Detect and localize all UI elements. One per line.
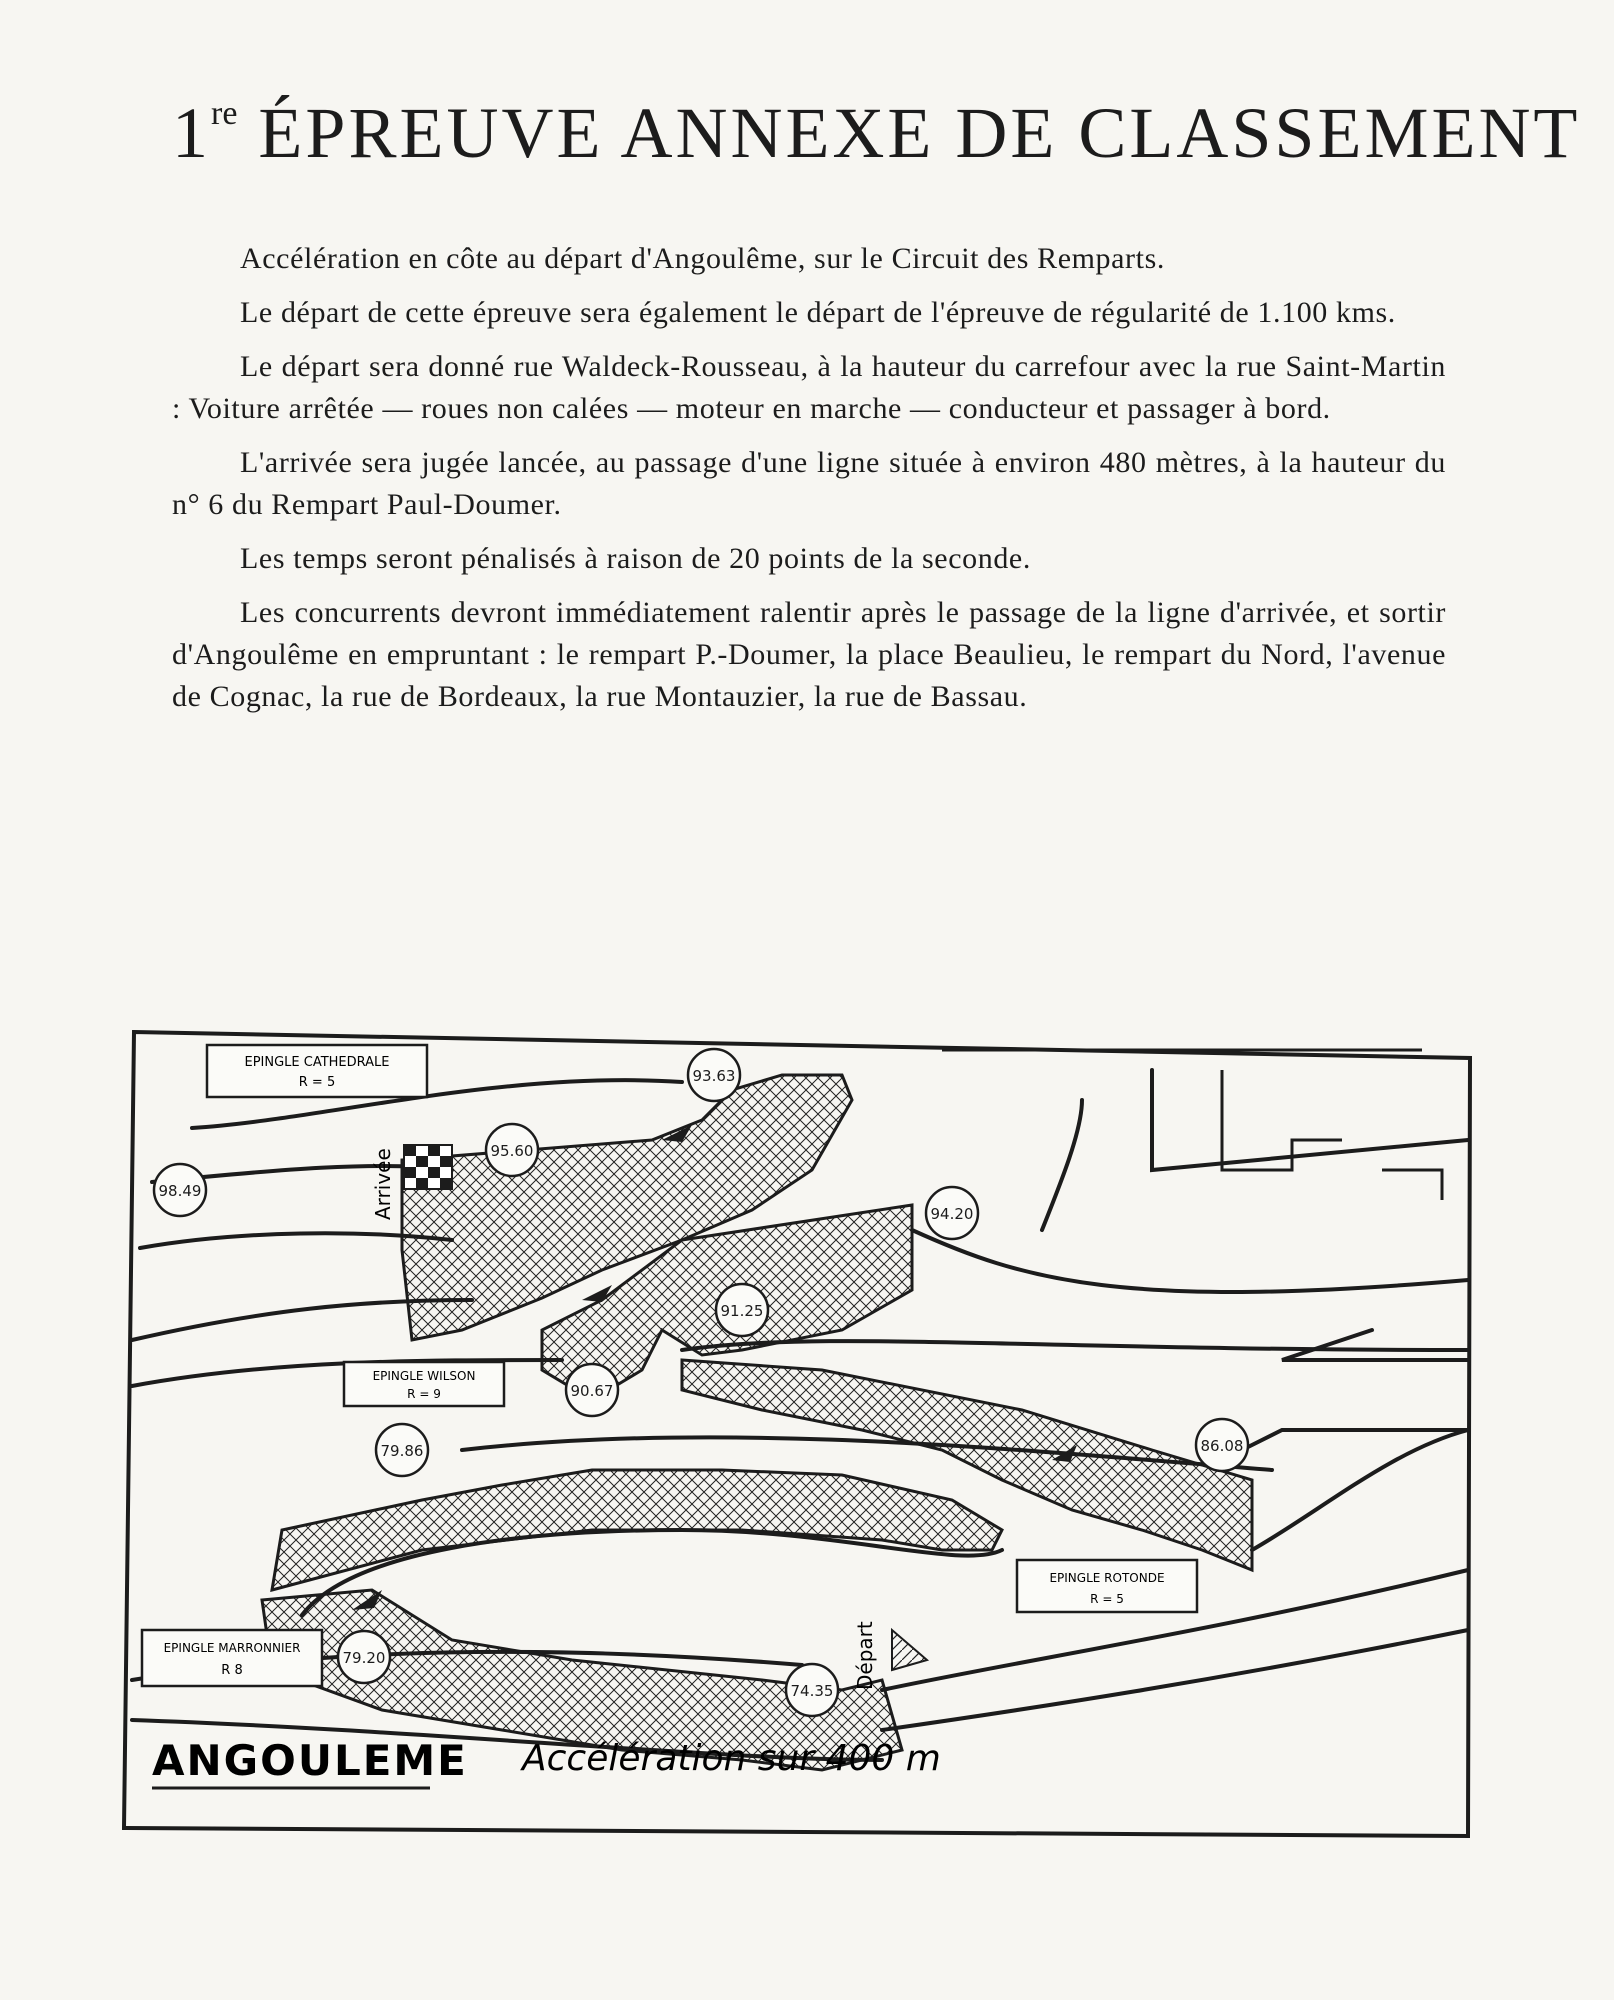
altitude-90-67 — [566, 1364, 618, 1416]
altitude-94-20-label: 94.20 — [930, 1205, 974, 1223]
circuit-map-drawing — [122, 1030, 1487, 1840]
altitude-95-60 — [486, 1124, 538, 1176]
altitude-79-20 — [338, 1631, 390, 1683]
paragraph-6: Les concurrents devront immédiatement ralentir après le passage de la ligne d'arrivée, et sortir d'Angoulême en empruntant : le rempart P.-Doumer, la place Beaulieu, le rempart du Nord, l'avenue de Cognac, la rue de Bordeaux, la rue Montauzier, la rue de Bassau. — [172, 596, 1446, 713]
paragraph-4: L'arrivée sera jugée lancée, au passage d'une ligne située à environ 480 mètres, à la hauteur du n° 6 du Rempart Paul-Doumer. — [172, 446, 1446, 521]
pin-marronnier-name: EPINGLE MARRONNIER — [163, 1641, 301, 1655]
page-title — [172, 92, 1581, 175]
altitude-95-60-label: 95.60 — [490, 1142, 534, 1160]
pin-rotonde — [1017, 1560, 1197, 1612]
paragraph-1: Accélération en côte au départ d'Angoulême, sur le Circuit des Remparts. — [240, 242, 1165, 275]
pin-rotonde-name: EPINGLE ROTONDE — [1049, 1571, 1165, 1585]
altitude-91-25 — [716, 1284, 768, 1336]
arrivee-label: Arrivée — [371, 1148, 395, 1220]
paragraph-2: Le départ de cette épreuve sera également le départ de l'épreuve de régularité de 1.100 kms. — [240, 296, 1396, 329]
altitude-93-63 — [688, 1049, 740, 1101]
title-number: 1 — [172, 93, 211, 173]
altitude-74-35-label: 74.35 — [790, 1682, 834, 1700]
altitude-79-20-label: 79.20 — [342, 1649, 386, 1667]
finish-flag-icon — [404, 1145, 452, 1189]
altitude-86-08 — [1196, 1419, 1248, 1471]
altitude-91-25-label: 91.25 — [720, 1302, 764, 1320]
pin-wilson-name: EPINGLE WILSON — [372, 1369, 476, 1383]
start-flag-icon — [892, 1630, 927, 1670]
altitude-94-20 — [926, 1187, 978, 1239]
circuit-map — [122, 1030, 1487, 1840]
paragraph-5: Les temps seront pénalisés à raison de 20 points de la seconde. — [240, 542, 1031, 575]
pin-marronnier-radius: R 8 — [221, 1663, 243, 1678]
altitude-90-67-label: 90.67 — [570, 1382, 614, 1400]
pin-wilson — [344, 1362, 504, 1406]
pin-cathedrale-name: EPINGLE CATHEDRALE — [244, 1055, 390, 1070]
paragraph-3: Le départ sera donné rue Waldeck-Rousseau, à la hauteur du carrefour avec la rue Saint-Martin : Voiture arrêtée — roues non calées — moteur en marche — conducteur et passager à bord. — [172, 350, 1446, 425]
altitude-86-08-label: 86.08 — [1200, 1437, 1244, 1455]
title-suffix: re — [211, 95, 238, 132]
map-city-label: ANGOULEME — [152, 1736, 468, 1785]
pin-wilson-radius: R = 9 — [407, 1387, 441, 1401]
pin-cathedrale — [207, 1045, 427, 1097]
pin-rotonde-radius: R = 5 — [1090, 1592, 1124, 1606]
altitude-74-35 — [786, 1664, 838, 1716]
altitude-79-86 — [376, 1424, 428, 1476]
title-text: ÉPREUVE ANNEXE DE CLASSEMENT — [258, 93, 1581, 173]
pin-marronnier — [142, 1630, 322, 1686]
pin-cathedrale-radius: R = 5 — [298, 1075, 336, 1090]
body-text — [172, 238, 1446, 730]
map-caption: Accélération sur 400 m — [522, 1738, 941, 1779]
altitude-98-49 — [154, 1164, 206, 1216]
altitude-93-63-label: 93.63 — [692, 1067, 736, 1085]
depart-label: Départ — [853, 1621, 877, 1690]
altitude-79-86-label: 79.86 — [380, 1442, 424, 1460]
buildings — [942, 1050, 1442, 1200]
altitude-98-49-label: 98.49 — [158, 1182, 202, 1200]
